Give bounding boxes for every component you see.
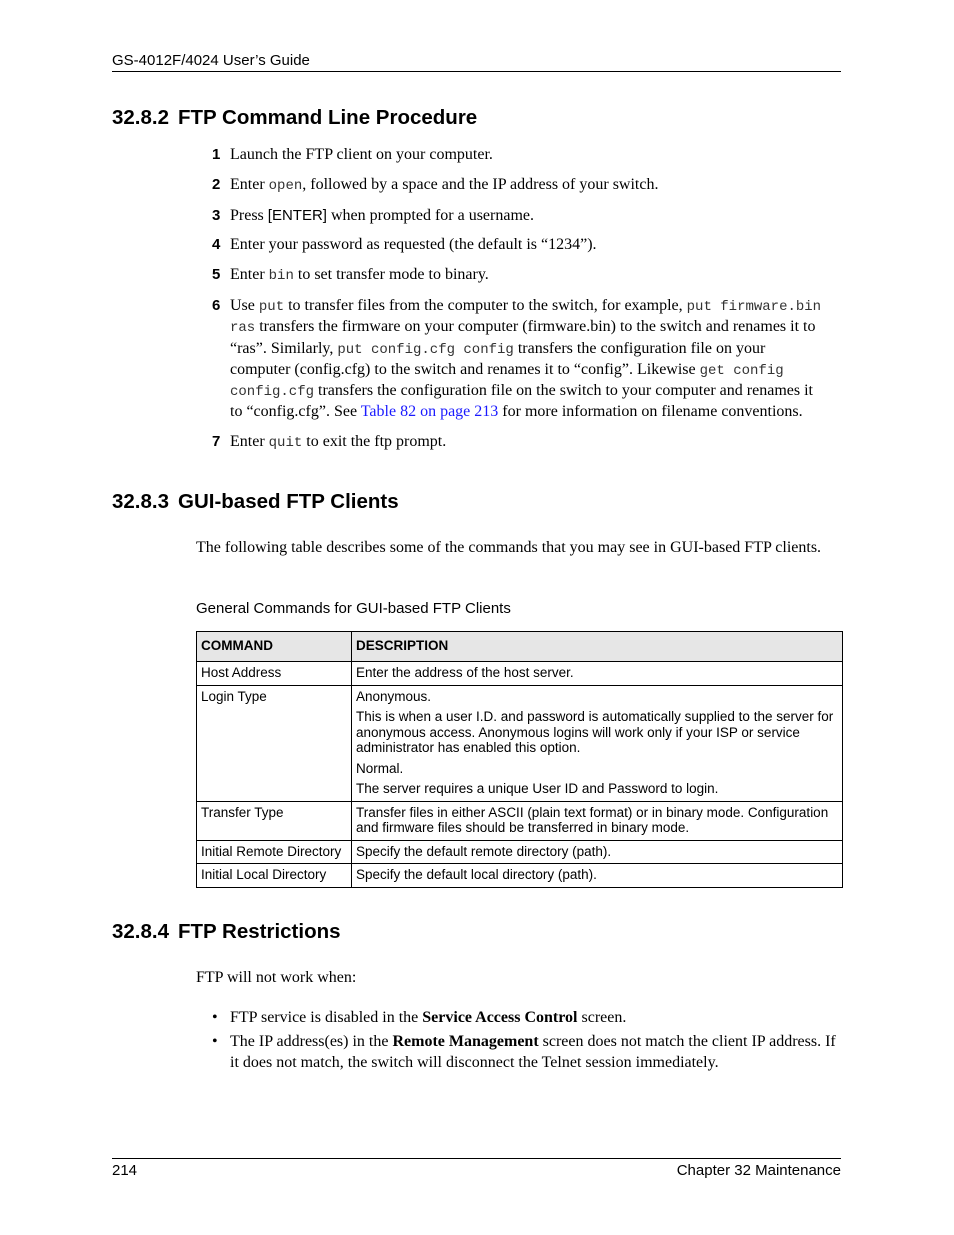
page-number: 214	[112, 1162, 138, 1179]
inline-command: put config.cfg config	[337, 341, 514, 358]
procedure-step	[212, 432, 822, 453]
step-text: to set transfer mode to binary.	[293, 266, 489, 284]
description-cell	[352, 801, 843, 840]
key-name: [ENTER]	[267, 206, 327, 224]
description-text: This is when a user I.D. and password is automatically supplied to the server for anonymous access. Anonymous logins will work only if your ISP or service administrator has enabled this option.	[356, 709, 834, 755]
step-text: Enter	[230, 175, 269, 193]
description-text: Specify the default local directory (path).	[356, 867, 597, 882]
command-cell: Login Type	[197, 685, 352, 801]
step-number: 4	[212, 236, 221, 254]
procedure-step	[212, 235, 822, 255]
section-number: 32.8.4	[112, 920, 169, 943]
restrictions-intro: FTP will not work when:	[196, 969, 357, 986]
section-title: FTP Command Line Procedure	[178, 106, 478, 129]
restriction-item	[212, 1008, 837, 1028]
table-row	[197, 801, 843, 840]
column-header-command: COMMAND	[197, 632, 352, 662]
gui-intro-paragraph: The following table describes some of the commands that you may see in GUI-based FTP clients.	[196, 539, 822, 556]
step-text: Press	[230, 206, 268, 224]
step-number: 6	[212, 296, 221, 314]
command-cell: Initial Local Directory	[197, 864, 352, 888]
restriction-text: screen.	[577, 1009, 627, 1026]
inline-command: put firmware.bin ras	[230, 298, 822, 337]
description-text: Normal.	[356, 760, 404, 776]
running-header: GS-4012F/4024 User’s Guide	[112, 52, 310, 69]
inline-command: open	[268, 177, 303, 194]
table-header-row	[197, 632, 843, 662]
description-cell	[352, 685, 843, 801]
step-text: to transfer files from the computer to the switch, for example,	[284, 296, 687, 314]
header-rule	[112, 71, 841, 72]
ui-screen-name: Service Access Control	[422, 1009, 578, 1026]
step-number: 1	[212, 146, 221, 163]
step-text: when prompted for a username.	[326, 206, 535, 224]
procedure-steps	[212, 145, 822, 463]
inline-command: put	[258, 298, 285, 315]
column-header-description: DESCRIPTION	[352, 632, 843, 662]
step-text: for more information on filename conventions.	[498, 403, 803, 421]
procedure-step	[212, 265, 822, 286]
procedure-step	[212, 206, 822, 226]
section-heading-ftp-command-line	[112, 106, 477, 130]
procedure-step	[212, 145, 822, 165]
chapter-title: Chapter 32 Maintenance	[676, 1162, 841, 1179]
section-heading-ftp-restrictions	[112, 920, 341, 944]
step-text: Launch the FTP client on your computer.	[230, 146, 493, 163]
inline-command: get config config.cfg	[230, 362, 784, 401]
command-cell: Initial Remote Directory	[197, 840, 352, 864]
step-number: 3	[212, 206, 221, 224]
section-title: FTP Restrictions	[178, 920, 341, 943]
section-heading-gui-ftp-clients	[112, 490, 399, 514]
description-cell	[352, 840, 843, 864]
inline-command: bin	[268, 268, 294, 285]
restriction-text: FTP service is disabled in the	[230, 1009, 423, 1026]
inline-command: quit	[268, 435, 303, 452]
section-number: 32.8.3	[112, 490, 169, 513]
table-row	[197, 840, 843, 864]
table-row	[197, 662, 843, 686]
description-text: Transfer files in either ASCII (plain text format) or in binary mode. Configuration and firmware files should be transferred in binary mode.	[356, 804, 829, 835]
restriction-item	[212, 1032, 837, 1073]
description-text: Specify the default remote directory (path).	[356, 843, 612, 859]
footer-rule	[112, 1158, 841, 1159]
table-row	[197, 685, 843, 801]
step-number: 7	[212, 433, 221, 451]
bullet-marker: •	[212, 1009, 218, 1026]
step-text: transfers the configuration file on your computer (config.cfg) to the switch and renames it to “config”. Likewise	[230, 339, 766, 378]
step-number: 2	[212, 175, 221, 193]
ui-screen-name: Remote Management	[392, 1033, 539, 1051]
command-cell: Transfer Type	[197, 801, 352, 840]
commands-table	[196, 631, 843, 888]
section-title: GUI-based FTP Clients	[178, 490, 399, 513]
table-row	[197, 864, 843, 888]
description-text: Anonymous.	[356, 688, 432, 704]
step-text: , followed by a space and the IP address of your switch.	[302, 175, 659, 193]
description-text: Enter the address of the host server.	[356, 665, 574, 680]
bullet-marker: •	[212, 1033, 218, 1051]
description-cell	[352, 662, 843, 686]
step-text: Enter your password as requested (the default is “1234”).	[230, 236, 597, 254]
step-number: 5	[212, 266, 221, 284]
procedure-step	[212, 175, 822, 196]
description-cell	[352, 864, 843, 888]
step-text: transfers the firmware on your computer (firmware.bin) to the switch and renames it to “ras”. Similarly,	[230, 318, 816, 357]
restriction-text: The IP address(es) in the	[230, 1033, 393, 1051]
step-text: transfers the configuration file on the switch to your computer and renames it to “config.cfg”. See	[230, 382, 813, 421]
procedure-step	[212, 296, 822, 423]
description-text: The server requires a unique User ID and Password to login.	[356, 781, 719, 796]
step-text: Enter	[230, 433, 269, 451]
step-text: Enter	[230, 266, 269, 284]
step-text: Use	[230, 296, 259, 314]
restriction-text: screen does not match the client IP address. If it does not match, the switch will disconnect the Telnet session immediately.	[230, 1033, 836, 1071]
section-number: 32.8.2	[112, 106, 169, 129]
restrictions-list	[212, 1008, 837, 1077]
cross-reference-link[interactable]: Table 82 on page 213	[360, 403, 499, 421]
command-cell: Host Address	[197, 662, 352, 686]
table-title: General Commands for GUI-based FTP Clients	[196, 600, 511, 617]
step-text: to exit the ftp prompt.	[302, 433, 447, 451]
